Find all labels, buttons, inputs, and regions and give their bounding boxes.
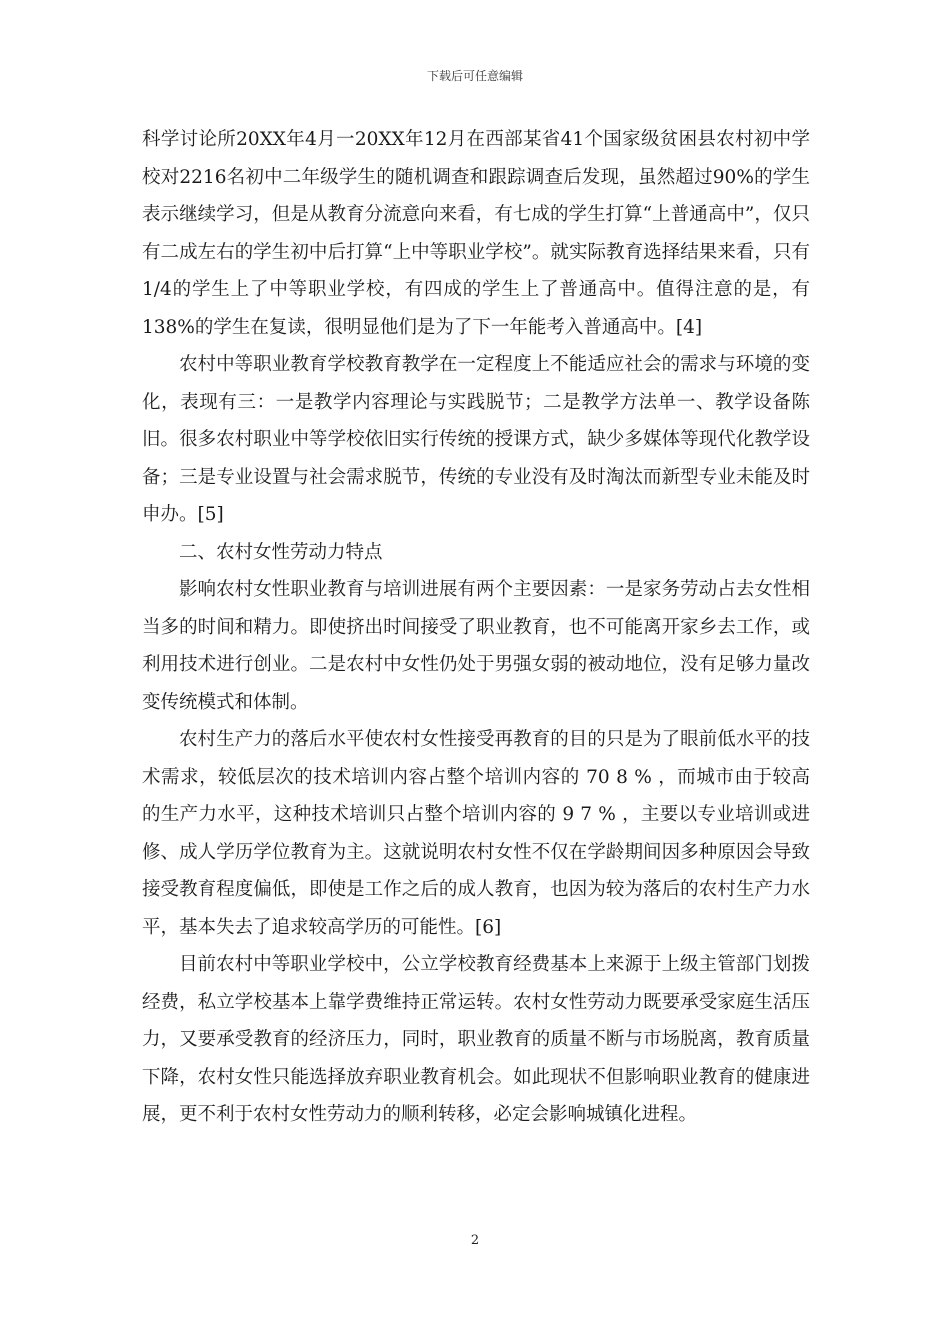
paragraph-funding: 目前农村中等职业学校中，公立学校教育经费基本上来源于上级主管部门划拨经费，私立学校基本上靠学费维持正常运转。农村女性劳动力既要承受家庭生活压力，又要承受教育的经济压力，同时，职业教育的质量不断与市场脱离，教育质量下降，农村女性只能选择放弃职业教育机会。如此现状不但影响职业教育的健康进展，更不利于农村女性劳动力的顺利转移，必定会影响城镇化进程。 — [142, 954, 810, 1125]
paragraph-teaching-issues: 农村中等职业教育学校教育教学在一定程度上不能适应社会的需求与环境的变化，表现有三：一是教学内容理论与实践脱节；二是教学方法单一、教学设备陈旧。很多农村职业中等学校依旧实行传统的授课方式，缺少多媒体等现代化教学设备；三是专业设置与社会需求脱节，传统的专业没有及时淘汰而新型专业未能及时申办。[5] — [142, 354, 810, 525]
document-body — [142, 121, 810, 1134]
page-header: 下载后可任意编辑 — [426, 69, 523, 83]
section-heading: 二、农村女性劳动力特点 — [179, 541, 383, 563]
paragraph-survey-continued: 科学讨论所20XX年4月一20XX年12月在西部某省41个国家级贫困县农村初中学校对2216名初中二年级学生的随机调查和跟踪调查后发现，虽然超过90%的学生表示继续学习，但是从教育分流意向来看，有七成的学生打算“上普通高中”，仅只有二成左右的学生初中后打算“上中等职业学校”。就实际教育选择结果来看，只有1/4的学生上了中等职业学校，有四成的学生上了普通高中。值得注意的是，有138%的学生在复读，很明显他们是为了下一年能考入普通高中。[4] — [142, 129, 810, 338]
page-number: 2 — [470, 1233, 480, 1248]
paragraph-productivity: 农村生产力的落后水平使农村女性接受再教育的目的只是为了眼前低水平的技术需求，较低层次的技术培训内容占整个培训内容的 70 8 % ，而城市由于较高的生产力水平，这种技术培训只占整个培训内容的 9 7 % ，主要以专业培训或进修、成人学历学位教育为主。这就说明农村女性不仅在学龄期间因多种原因会导致接受教育程度偏低，即使是工作之后的成人教育，也因为较为落后的农村生产力水平，基本失去了追求较高学历的可能性。[6] — [142, 729, 810, 938]
paragraph-influencing-factors: 影响农村女性职业教育与培训进展有两个主要因素：一是家务劳动占去女性相当多的时间和精力。即使挤出时间接受了职业教育，也不可能离开家乡去工作，或利用技术进行创业。二是农村中女性仍处于男强女弱的被动地位，没有足够力量改变传统模式和体制。 — [142, 579, 810, 713]
